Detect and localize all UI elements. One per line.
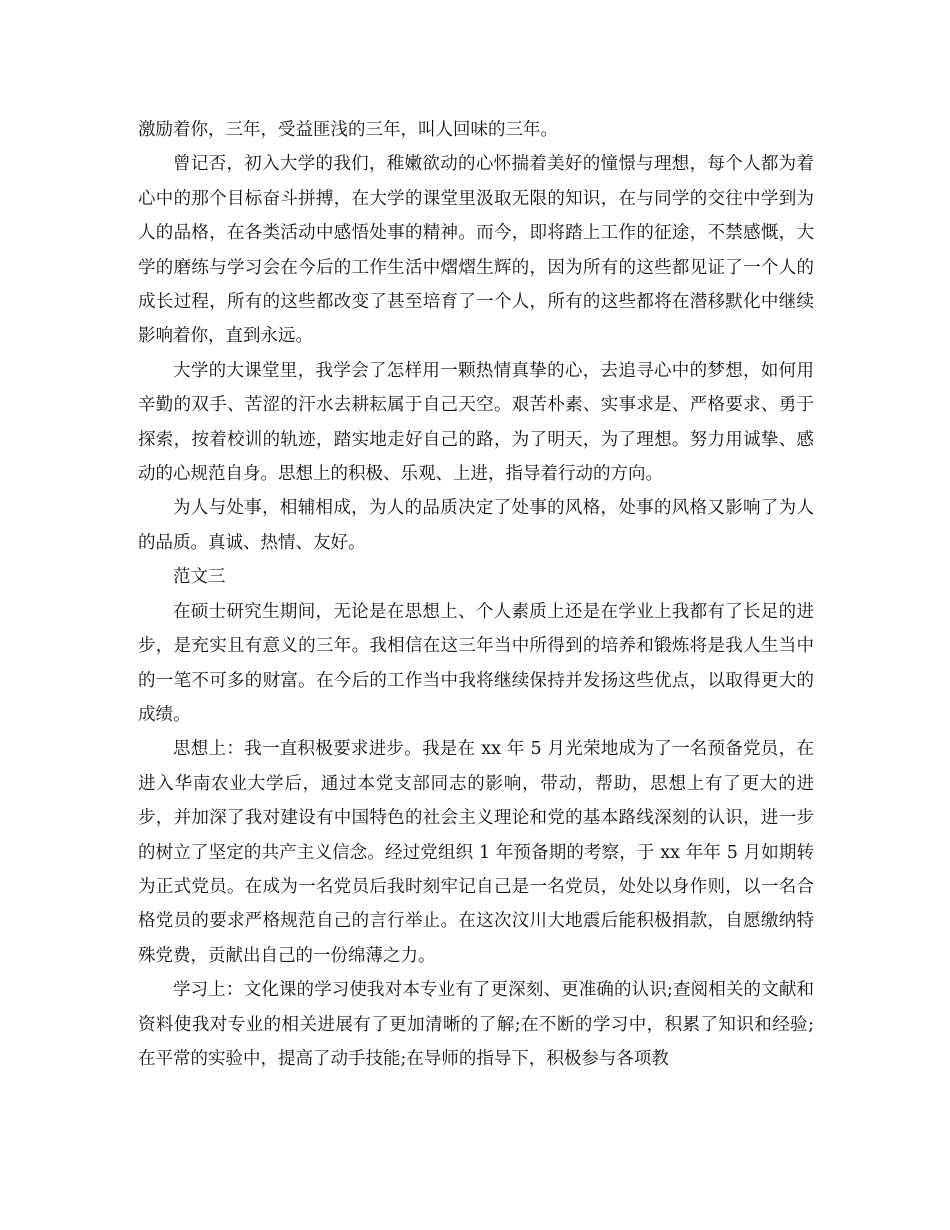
paragraph-university-memories: 曾记否，初入大学的我们，稚嫩欲动的心怀揣着美好的憧憬与理想，每个人都为着心中的那个目标奋斗拼搏，在大学的课堂里汲取无限的知识，在与同学的交往中学到为人的品格，在各类活动中感悟处事的精神。而今，即将踏上工作的征途，不禁感慨，大学的磨练与学习会在今后的工作生活中熠熠生辉的，因为所有的这些都见证了一个人的成长过程，所有的这些都改变了甚至培育了一个人，所有的这些都将在潜移默化中继续影响着你，直到永远。 xyxy=(138,154,814,347)
paragraph-classroom-learning: 大学的大课堂里，我学会了怎样用一颗热情真挚的心，去追寻心中的梦想，如何用辛勤的双手、苦涩的汗水去耕耘属于自己天空。艰苦朴素、实事求是、严格要求、勇于探索，按着校训的轨迹，踏实地走好自己的路，为了明天，为了理想。努力用诚挚、感动的心规范自身。思想上的积极、乐观、上进，指导着行动的方向。 xyxy=(138,360,814,485)
section-heading-sample-three: 范文三 xyxy=(173,567,226,588)
paragraph-ideology: 思想上：我一直积极要求进步。我是在 xx 年 5 月光荣地成为了一名预备党员，在进入华南农业大学后，通过本党支部同志的影响，带动，帮助，思想上有了更大的进步，并加深了我对建设有中国特色的社会主义理论和党的基本路线深刻的认识，进一步的树立了坚定的共产主义信念。经过党组织 1 年预备期的考察，于 xx 年年 5 月如期转为正式党员。在成为一名党员后我时刻牢记自己是一名党员，处处以身作则，以一名合格党员的要求严格规范自己的言行举止。在这次汶川大地震后能积极捐款，自愿缴纳特殊党费，贡献出自己的一份绵薄之力。 xyxy=(138,739,814,966)
paragraph-graduate-summary: 在硕士研究生期间，无论是在思想上、个人素质上还是在学业上我都有了长足的进步，是充实且有意义的三年。我相信在这三年当中所得到的培养和锻炼将是我人生当中的一笔不可多的财富。在今后的工作当中我将继续保持并发扬这些优点，以取得更大的成绩。 xyxy=(138,601,814,725)
paragraph-continuation: 激励着你，三年，受益匪浅的三年，叫人回味的三年。 xyxy=(138,120,558,140)
paragraph-character: 为人与处事，相辅相成，为人的品质决定了处事的风格，处事的风格又影响了为人的品质。真诚、热情、友好。 xyxy=(138,498,814,553)
document-body xyxy=(138,113,814,1076)
paragraph-study: 学习上：文化课的学习使我对本专业有了更深刻、更准确的认识;查阅相关的文献和资料使我对专业的相关进展有了更加清晰的了解;在不断的学习中，积累了知识和经验;在平常的实验中，提高了动手技能;在导师的指导下，积极参与各项教 xyxy=(138,980,814,1069)
